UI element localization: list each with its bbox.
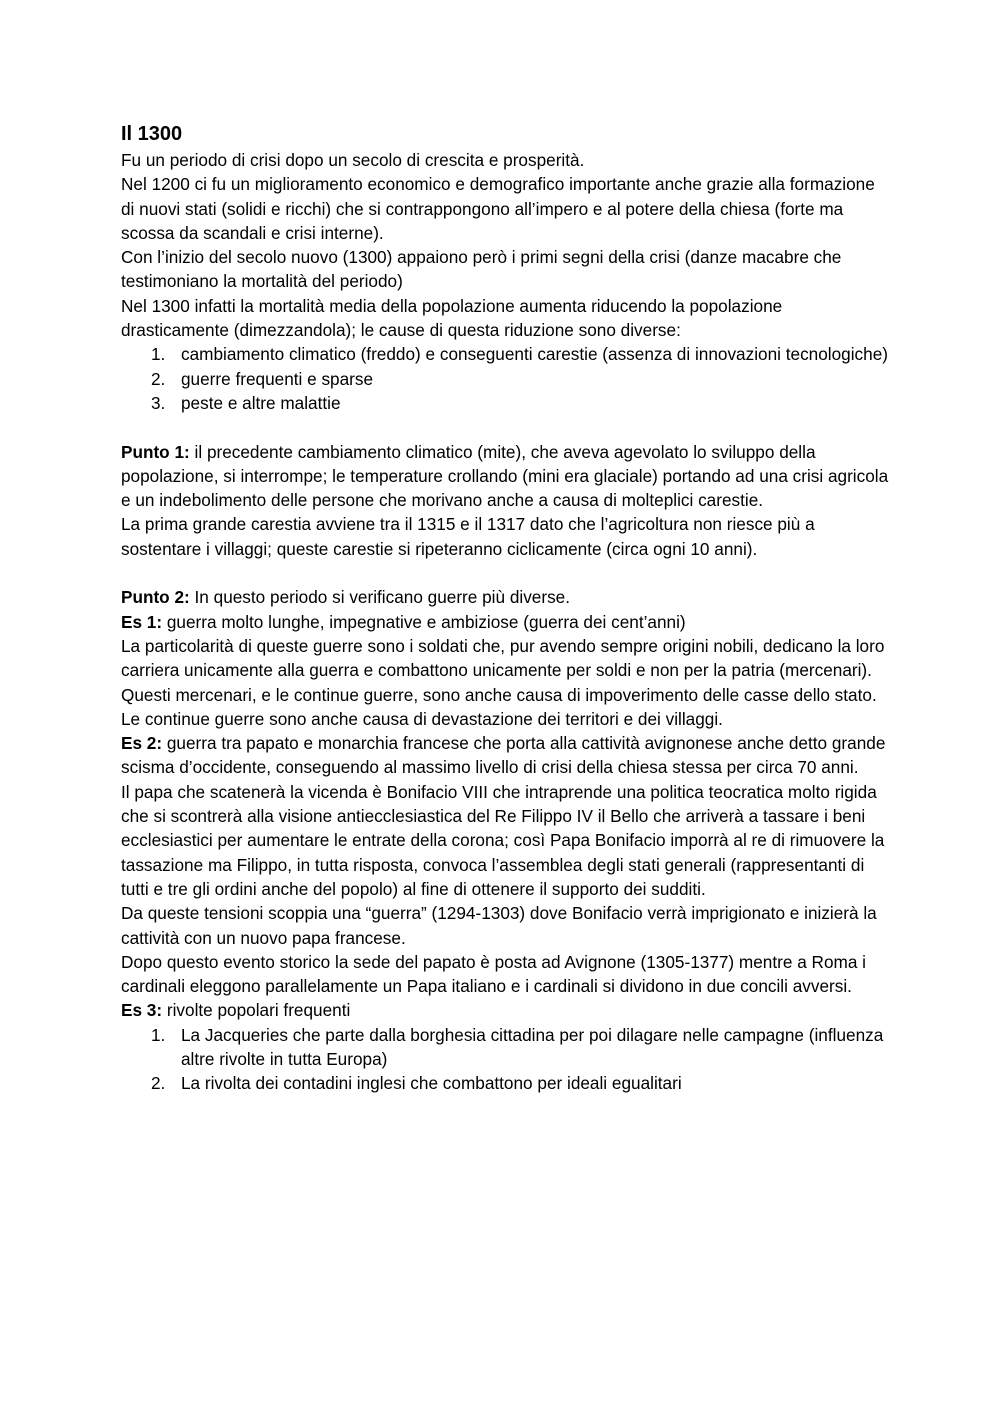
es3-label: Es 3: bbox=[121, 1000, 163, 1021]
punto2-paragraph bbox=[121, 585, 891, 609]
punto1-text: il precedente cambiamento climatico (mite), che aveva agevolato lo sviluppo della popolazione, si interrompe; le temperature crollando (mini era glaciale) portando ad una crisi agricola e un indebolimento delle persone che morivano anche a causa di molteplici carestie. bbox=[121, 441, 889, 511]
es1-detail-paragraph: Questi mercenari, e le continue guerre, sono anche causa di impoverimento delle casse dello stato. bbox=[121, 684, 877, 705]
punto2-label: Punto 2: bbox=[121, 587, 190, 608]
es3-text: rivolte popolari frequenti bbox=[162, 1000, 351, 1021]
es2-detail-paragraph: Il papa che scatenerà la vicenda è Bonifacio VIII che intraprende una politica teocratica molto rigida che si scontrerà alla visione antiecclesiastica del Re Filippo IV il Bello che arriverà a tassare i beni ecclesiastici per aumentare le entrate della corona; così Papa Bonifacio imporrà al re di rimuovere la tassazione ma Filippo, in tutta risposta, convoca l’assemblea degli stati generali (rappresentanti di tutti e tre gli ordini anche del popolo) al fine di ottenere il supporto dei sudditi. bbox=[121, 781, 885, 899]
list-number: 3. bbox=[151, 392, 166, 413]
list-item bbox=[121, 1071, 891, 1095]
es2-paragraph bbox=[121, 731, 891, 780]
list-item bbox=[121, 391, 891, 415]
es1-paragraph bbox=[121, 610, 891, 634]
es1-detail-paragraph: La particolarità di queste guerre sono i soldati che, pur avendo sempre origini nobili, dedicano la loro carriera unicamente alla guerra e combattono unicamente per soldi e non per la patria (mercenari). bbox=[121, 635, 885, 681]
punto2-text: In questo periodo si verificano guerre più diverse. bbox=[189, 587, 570, 608]
list-number: 2. bbox=[151, 1073, 166, 1094]
es2-detail-paragraph: Da queste tensioni scoppia una “guerra” (1294-1303) dove Bonifacio verrà imprigionato e inizierà la cattività con un nuovo papa francese. bbox=[121, 903, 877, 948]
es2-text: guerra tra papato e monarchia francese che porta alla cattività avignonese anche detto grande scisma d’occidente, conseguendo al massimo livello di crisi della chiesa stessa per circa 70 anni. bbox=[121, 733, 886, 778]
es3-paragraph bbox=[121, 998, 891, 1022]
spacer bbox=[121, 561, 891, 585]
es2-detail-paragraph: Dopo questo evento storico la sede del papato è posta ad Avignone (1305-1377) mentre a Roma i cardinali eleggono parallelamente un Papa italiano e i cardinali si dividono in due concili avversi. bbox=[121, 951, 866, 997]
es1-label: Es 1: bbox=[121, 611, 163, 632]
list-item-text: cambiamento climatico (freddo) e conseguenti carestie (assenza di innovazioni tecnologiche) bbox=[181, 344, 888, 365]
spacer bbox=[121, 415, 891, 439]
intro-paragraph: Con l’inizio del secolo nuovo (1300) appaiono però i primi segni della crisi (danze macabre che testimoniano la mortalità del periodo) bbox=[121, 247, 842, 292]
list-item bbox=[121, 1023, 891, 1072]
list-number: 1. bbox=[151, 1024, 166, 1045]
list-item-text: La rivolta dei contadini inglesi che combattono per ideali egualitari bbox=[181, 1073, 682, 1094]
es1-detail-paragraph: Le continue guerre sono anche causa di devastazione dei territori e dei villaggi. bbox=[121, 708, 723, 729]
list-item-text: La Jacqueries che parte dalla borghesia cittadina per poi dilagare nelle campagne (influenza altre rivolte in tutta Europa) bbox=[181, 1024, 884, 1069]
punto1-paragraph-2: La prima grande carestia avviene tra il 1315 e il 1317 dato che l’agricoltura non riesce più a sostentare i villaggi; queste carestie si ripeteranno ciclicamente (circa ogni 10 anni). bbox=[121, 514, 815, 559]
causes-list bbox=[121, 342, 891, 415]
intro-paragraph: Nel 1300 infatti la mortalità media della popolazione aumenta riducendo la popolazione drasticamente (dimezzandola); le cause di questa riduzione sono diverse: bbox=[121, 295, 783, 341]
list-item bbox=[121, 342, 891, 366]
list-item bbox=[121, 367, 891, 391]
es2-label: Es 2: bbox=[121, 733, 163, 754]
es1-text: guerra molto lunghe, impegnative e ambiziose (guerra dei cent’anni) bbox=[162, 611, 686, 632]
punto1-paragraph bbox=[121, 440, 891, 513]
revolts-list bbox=[121, 1023, 891, 1096]
punto1-label: Punto 1: bbox=[121, 441, 190, 462]
intro-paragraph: Nel 1200 ci fu un miglioramento economico e demografico importante anche grazie alla formazione di nuovi stati (solidi e ricchi) che si contrappongono all’impero e al potere della chiesa (forte ma scossa da scandali e crisi interne). bbox=[121, 174, 875, 243]
list-number: 2. bbox=[151, 368, 166, 389]
intro-paragraph: Fu un periodo di crisi dopo un secolo di crescita e prosperità. bbox=[121, 150, 585, 170]
list-item-text: guerre frequenti e sparse bbox=[181, 368, 374, 389]
document-title: Il 1300 bbox=[121, 123, 183, 145]
list-number: 1. bbox=[151, 344, 166, 365]
document-page bbox=[121, 120, 891, 1096]
list-item-text: peste e altre malattie bbox=[181, 392, 341, 413]
